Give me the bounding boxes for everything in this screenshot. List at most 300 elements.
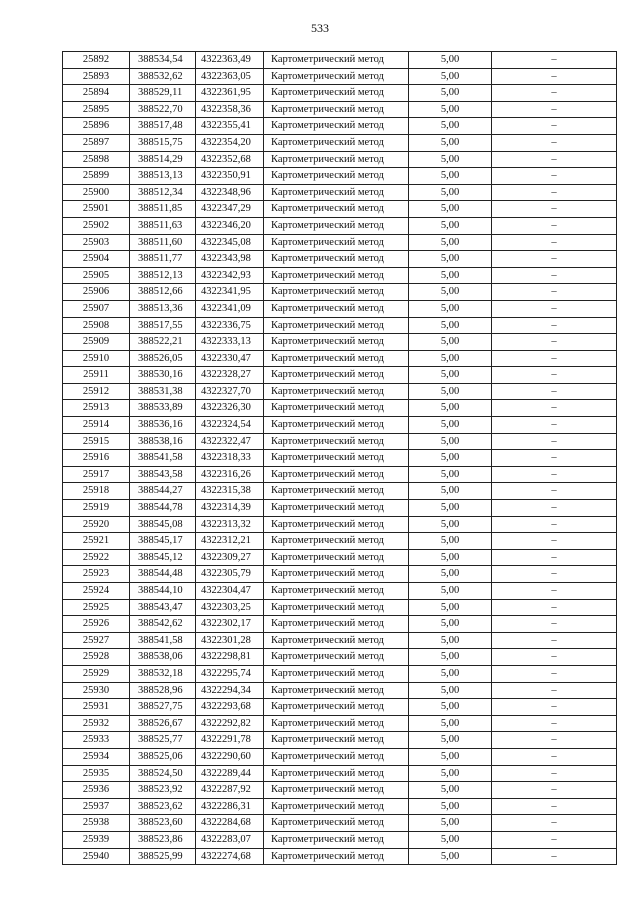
x-coordinate-cell: 388512,13 — [130, 267, 196, 284]
note-cell: – — [492, 217, 617, 234]
error-cell: 5,00 — [409, 848, 492, 865]
point-number-cell: 25901 — [63, 201, 130, 218]
method-cell: Картометрический метод — [264, 68, 409, 85]
note-cell: – — [492, 682, 617, 699]
x-coordinate-cell: 388526,67 — [130, 715, 196, 732]
point-number-cell: 25932 — [63, 715, 130, 732]
error-cell: 5,00 — [409, 616, 492, 633]
table-row — [63, 831, 617, 848]
error-cell: 5,00 — [409, 500, 492, 517]
y-coordinate-cell: 4322304,47 — [196, 583, 264, 600]
y-coordinate-cell: 4322346,20 — [196, 217, 264, 234]
table-row — [63, 168, 617, 185]
y-coordinate-cell: 4322309,27 — [196, 549, 264, 566]
note-cell: – — [492, 85, 617, 102]
note-cell: – — [492, 566, 617, 583]
error-cell: 5,00 — [409, 831, 492, 848]
point-number-cell: 25895 — [63, 101, 130, 118]
x-coordinate-cell: 388541,58 — [130, 632, 196, 649]
method-cell: Картометрический метод — [264, 500, 409, 517]
point-number-cell: 25926 — [63, 616, 130, 633]
note-cell: – — [492, 267, 617, 284]
error-cell: 5,00 — [409, 267, 492, 284]
x-coordinate-cell: 388538,06 — [130, 649, 196, 666]
x-coordinate-cell: 388531,38 — [130, 383, 196, 400]
error-cell: 5,00 — [409, 68, 492, 85]
error-cell: 5,00 — [409, 151, 492, 168]
method-cell: Картометрический метод — [264, 168, 409, 185]
method-cell: Картометрический метод — [264, 765, 409, 782]
y-coordinate-cell: 4322303,25 — [196, 599, 264, 616]
table-row — [63, 134, 617, 151]
table-row — [63, 533, 617, 550]
x-coordinate-cell: 388517,55 — [130, 317, 196, 334]
error-cell: 5,00 — [409, 134, 492, 151]
note-cell: – — [492, 732, 617, 749]
y-coordinate-cell: 4322290,60 — [196, 748, 264, 765]
table-row — [63, 118, 617, 135]
y-coordinate-cell: 4322343,98 — [196, 251, 264, 268]
y-coordinate-cell: 4322305,79 — [196, 566, 264, 583]
table-row — [63, 317, 617, 334]
x-coordinate-cell: 388522,70 — [130, 101, 196, 118]
y-coordinate-cell: 4322363,05 — [196, 68, 264, 85]
error-cell: 5,00 — [409, 433, 492, 450]
note-cell: – — [492, 500, 617, 517]
table-row — [63, 798, 617, 815]
method-cell: Картометрический метод — [264, 85, 409, 102]
y-coordinate-cell: 4322361,95 — [196, 85, 264, 102]
method-cell: Картометрический метод — [264, 450, 409, 467]
point-number-cell: 25897 — [63, 134, 130, 151]
x-coordinate-cell: 388525,77 — [130, 732, 196, 749]
error-cell: 5,00 — [409, 782, 492, 799]
y-coordinate-cell: 4322283,07 — [196, 831, 264, 848]
error-cell: 5,00 — [409, 466, 492, 483]
y-coordinate-cell: 4322322,47 — [196, 433, 264, 450]
y-coordinate-cell: 4322341,95 — [196, 284, 264, 301]
y-coordinate-cell: 4322312,21 — [196, 533, 264, 550]
y-coordinate-cell: 4322347,29 — [196, 201, 264, 218]
point-number-cell: 25896 — [63, 118, 130, 135]
note-cell: – — [492, 516, 617, 533]
table-row — [63, 184, 617, 201]
x-coordinate-cell: 388534,54 — [130, 52, 196, 69]
point-number-cell: 25940 — [63, 848, 130, 865]
note-cell: – — [492, 284, 617, 301]
table-row — [63, 367, 617, 384]
table-row — [63, 699, 617, 716]
error-cell: 5,00 — [409, 85, 492, 102]
note-cell: – — [492, 251, 617, 268]
error-cell: 5,00 — [409, 549, 492, 566]
error-cell: 5,00 — [409, 632, 492, 649]
error-cell: 5,00 — [409, 350, 492, 367]
table-row — [63, 300, 617, 317]
note-cell: – — [492, 715, 617, 732]
method-cell: Картометрический метод — [264, 267, 409, 284]
y-coordinate-cell: 4322274,68 — [196, 848, 264, 865]
method-cell: Картометрический метод — [264, 665, 409, 682]
table-row — [63, 566, 617, 583]
error-cell: 5,00 — [409, 317, 492, 334]
point-number-cell: 25903 — [63, 234, 130, 251]
point-number-cell: 25911 — [63, 367, 130, 384]
note-cell: – — [492, 748, 617, 765]
point-number-cell: 25905 — [63, 267, 130, 284]
y-coordinate-cell: 4322327,70 — [196, 383, 264, 400]
method-cell: Картометрический метод — [264, 848, 409, 865]
y-coordinate-cell: 4322287,92 — [196, 782, 264, 799]
note-cell: – — [492, 765, 617, 782]
error-cell: 5,00 — [409, 284, 492, 301]
note-cell: – — [492, 52, 617, 69]
table-row — [63, 383, 617, 400]
method-cell: Картометрический метод — [264, 383, 409, 400]
table-row — [63, 583, 617, 600]
table-row — [63, 616, 617, 633]
table-row — [63, 217, 617, 234]
note-cell: – — [492, 234, 617, 251]
point-number-cell: 25908 — [63, 317, 130, 334]
y-coordinate-cell: 4322293,68 — [196, 699, 264, 716]
point-number-cell: 25907 — [63, 300, 130, 317]
y-coordinate-cell: 4322292,82 — [196, 715, 264, 732]
method-cell: Картометрический метод — [264, 583, 409, 600]
point-number-cell: 25902 — [63, 217, 130, 234]
y-coordinate-cell: 4322298,81 — [196, 649, 264, 666]
note-cell: – — [492, 665, 617, 682]
note-cell: – — [492, 433, 617, 450]
table-row — [63, 815, 617, 832]
error-cell: 5,00 — [409, 168, 492, 185]
method-cell: Картометрический метод — [264, 251, 409, 268]
point-number-cell: 25925 — [63, 599, 130, 616]
table-row — [63, 267, 617, 284]
method-cell: Картометрический метод — [264, 151, 409, 168]
point-number-cell: 25919 — [63, 500, 130, 517]
table-row — [63, 848, 617, 865]
x-coordinate-cell: 388544,10 — [130, 583, 196, 600]
method-cell: Картометрический метод — [264, 533, 409, 550]
y-coordinate-cell: 4322313,32 — [196, 516, 264, 533]
x-coordinate-cell: 388530,16 — [130, 367, 196, 384]
method-cell: Картометрический метод — [264, 300, 409, 317]
note-cell: – — [492, 68, 617, 85]
note-cell: – — [492, 533, 617, 550]
point-number-cell: 25912 — [63, 383, 130, 400]
method-cell: Картометрический метод — [264, 632, 409, 649]
y-coordinate-cell: 4322333,13 — [196, 334, 264, 351]
error-cell: 5,00 — [409, 251, 492, 268]
x-coordinate-cell: 388517,48 — [130, 118, 196, 135]
method-cell: Картометрический метод — [264, 715, 409, 732]
point-number-cell: 25938 — [63, 815, 130, 832]
y-coordinate-cell: 4322355,41 — [196, 118, 264, 135]
point-number-cell: 25899 — [63, 168, 130, 185]
error-cell: 5,00 — [409, 732, 492, 749]
point-number-cell: 25914 — [63, 417, 130, 434]
x-coordinate-cell: 388544,48 — [130, 566, 196, 583]
x-coordinate-cell: 388513,13 — [130, 168, 196, 185]
method-cell: Картометрический метод — [264, 334, 409, 351]
point-number-cell: 25893 — [63, 68, 130, 85]
table-row — [63, 450, 617, 467]
y-coordinate-cell: 4322328,27 — [196, 367, 264, 384]
table-row — [63, 52, 617, 69]
point-number-cell: 25892 — [63, 52, 130, 69]
x-coordinate-cell: 388525,99 — [130, 848, 196, 865]
x-coordinate-cell: 388513,36 — [130, 300, 196, 317]
y-coordinate-cell: 4322336,75 — [196, 317, 264, 334]
x-coordinate-cell: 388523,86 — [130, 831, 196, 848]
note-cell: – — [492, 699, 617, 716]
x-coordinate-cell: 388545,08 — [130, 516, 196, 533]
table-row — [63, 251, 617, 268]
error-cell: 5,00 — [409, 300, 492, 317]
x-coordinate-cell: 388538,16 — [130, 433, 196, 450]
note-cell: – — [492, 101, 617, 118]
table-row — [63, 748, 617, 765]
table-row — [63, 500, 617, 517]
error-cell: 5,00 — [409, 682, 492, 699]
x-coordinate-cell: 388542,62 — [130, 616, 196, 633]
note-cell: – — [492, 134, 617, 151]
error-cell: 5,00 — [409, 765, 492, 782]
y-coordinate-cell: 4322352,68 — [196, 151, 264, 168]
error-cell: 5,00 — [409, 367, 492, 384]
method-cell: Картометрический метод — [264, 483, 409, 500]
y-coordinate-cell: 4322301,28 — [196, 632, 264, 649]
x-coordinate-cell: 388523,62 — [130, 798, 196, 815]
method-cell: Картометрический метод — [264, 118, 409, 135]
method-cell: Картометрический метод — [264, 815, 409, 832]
method-cell: Картометрический метод — [264, 566, 409, 583]
error-cell: 5,00 — [409, 649, 492, 666]
x-coordinate-cell: 388529,11 — [130, 85, 196, 102]
method-cell: Картометрический метод — [264, 682, 409, 699]
x-coordinate-cell: 388544,78 — [130, 500, 196, 517]
error-cell: 5,00 — [409, 583, 492, 600]
note-cell: – — [492, 798, 617, 815]
y-coordinate-cell: 4322291,78 — [196, 732, 264, 749]
y-coordinate-cell: 4322358,36 — [196, 101, 264, 118]
note-cell: – — [492, 118, 617, 135]
error-cell: 5,00 — [409, 815, 492, 832]
x-coordinate-cell: 388512,34 — [130, 184, 196, 201]
note-cell: – — [492, 599, 617, 616]
x-coordinate-cell: 388511,60 — [130, 234, 196, 251]
point-number-cell: 25927 — [63, 632, 130, 649]
error-cell: 5,00 — [409, 599, 492, 616]
y-coordinate-cell: 4322289,44 — [196, 765, 264, 782]
note-cell: – — [492, 466, 617, 483]
method-cell: Картометрический метод — [264, 748, 409, 765]
point-number-cell: 25916 — [63, 450, 130, 467]
error-cell: 5,00 — [409, 101, 492, 118]
table-row — [63, 334, 617, 351]
table-row — [63, 599, 617, 616]
method-cell: Картометрический метод — [264, 101, 409, 118]
error-cell: 5,00 — [409, 334, 492, 351]
error-cell: 5,00 — [409, 450, 492, 467]
x-coordinate-cell: 388527,75 — [130, 699, 196, 716]
error-cell: 5,00 — [409, 383, 492, 400]
table-row — [63, 549, 617, 566]
error-cell: 5,00 — [409, 566, 492, 583]
note-cell: – — [492, 649, 617, 666]
method-cell: Картометрический метод — [264, 201, 409, 218]
table-row — [63, 400, 617, 417]
method-cell: Картометрический метод — [264, 134, 409, 151]
y-coordinate-cell: 4322286,31 — [196, 798, 264, 815]
note-cell: – — [492, 831, 617, 848]
y-coordinate-cell: 4322316,26 — [196, 466, 264, 483]
error-cell: 5,00 — [409, 118, 492, 135]
table-row — [63, 483, 617, 500]
y-coordinate-cell: 4322350,91 — [196, 168, 264, 185]
note-cell: – — [492, 417, 617, 434]
x-coordinate-cell: 388532,18 — [130, 665, 196, 682]
x-coordinate-cell: 388533,89 — [130, 400, 196, 417]
page-number: 533 — [311, 21, 329, 35]
error-cell: 5,00 — [409, 201, 492, 218]
error-cell: 5,00 — [409, 483, 492, 500]
note-cell: – — [492, 400, 617, 417]
note-cell: – — [492, 334, 617, 351]
x-coordinate-cell: 388514,29 — [130, 151, 196, 168]
y-coordinate-cell: 4322354,20 — [196, 134, 264, 151]
point-number-cell: 25915 — [63, 433, 130, 450]
y-coordinate-cell: 4322363,49 — [196, 52, 264, 69]
x-coordinate-cell: 388525,06 — [130, 748, 196, 765]
error-cell: 5,00 — [409, 748, 492, 765]
note-cell: – — [492, 549, 617, 566]
point-number-cell: 25939 — [63, 831, 130, 848]
x-coordinate-cell: 388526,05 — [130, 350, 196, 367]
table-row — [63, 665, 617, 682]
point-number-cell: 25935 — [63, 765, 130, 782]
point-number-cell: 25923 — [63, 566, 130, 583]
method-cell: Картометрический метод — [264, 400, 409, 417]
point-number-cell: 25910 — [63, 350, 130, 367]
error-cell: 5,00 — [409, 665, 492, 682]
table-row — [63, 350, 617, 367]
table-row — [63, 284, 617, 301]
x-coordinate-cell: 388522,21 — [130, 334, 196, 351]
note-cell: – — [492, 632, 617, 649]
x-coordinate-cell: 388512,66 — [130, 284, 196, 301]
y-coordinate-cell: 4322330,47 — [196, 350, 264, 367]
point-number-cell: 25921 — [63, 533, 130, 550]
point-number-cell: 25917 — [63, 466, 130, 483]
table-row — [63, 732, 617, 749]
point-number-cell: 25920 — [63, 516, 130, 533]
point-number-cell: 25934 — [63, 748, 130, 765]
point-number-cell: 25918 — [63, 483, 130, 500]
table-row — [63, 715, 617, 732]
point-number-cell: 25933 — [63, 732, 130, 749]
point-number-cell: 25913 — [63, 400, 130, 417]
method-cell: Картометрический метод — [264, 782, 409, 799]
note-cell: – — [492, 350, 617, 367]
table-row — [63, 632, 617, 649]
table-row — [63, 649, 617, 666]
method-cell: Картометрический метод — [264, 317, 409, 334]
table-row — [63, 433, 617, 450]
point-number-cell: 25894 — [63, 85, 130, 102]
method-cell: Картометрический метод — [264, 52, 409, 69]
table-row — [63, 466, 617, 483]
x-coordinate-cell: 388543,47 — [130, 599, 196, 616]
method-cell: Картометрический метод — [264, 350, 409, 367]
method-cell: Картометрический метод — [264, 616, 409, 633]
point-number-cell: 25900 — [63, 184, 130, 201]
table-row — [63, 101, 617, 118]
x-coordinate-cell: 388532,62 — [130, 68, 196, 85]
note-cell: – — [492, 300, 617, 317]
error-cell: 5,00 — [409, 184, 492, 201]
method-cell: Картометрический метод — [264, 649, 409, 666]
point-number-cell: 25930 — [63, 682, 130, 699]
method-cell: Картометрический метод — [264, 599, 409, 616]
x-coordinate-cell: 388528,96 — [130, 682, 196, 699]
method-cell: Картометрический метод — [264, 798, 409, 815]
note-cell: – — [492, 782, 617, 799]
note-cell: – — [492, 483, 617, 500]
y-coordinate-cell: 4322342,93 — [196, 267, 264, 284]
error-cell: 5,00 — [409, 516, 492, 533]
note-cell: – — [492, 201, 617, 218]
note-cell: – — [492, 450, 617, 467]
x-coordinate-cell: 388515,75 — [130, 134, 196, 151]
note-cell: – — [492, 815, 617, 832]
point-number-cell: 25922 — [63, 549, 130, 566]
error-cell: 5,00 — [409, 52, 492, 69]
error-cell: 5,00 — [409, 699, 492, 716]
y-coordinate-cell: 4322348,96 — [196, 184, 264, 201]
table-row — [63, 417, 617, 434]
y-coordinate-cell: 4322315,38 — [196, 483, 264, 500]
method-cell: Картометрический метод — [264, 367, 409, 384]
method-cell: Картометрический метод — [264, 184, 409, 201]
note-cell: – — [492, 367, 617, 384]
error-cell: 5,00 — [409, 798, 492, 815]
note-cell: – — [492, 583, 617, 600]
x-coordinate-cell: 388545,17 — [130, 533, 196, 550]
y-coordinate-cell: 4322326,30 — [196, 400, 264, 417]
note-cell: – — [492, 168, 617, 185]
table-row — [63, 85, 617, 102]
x-coordinate-cell: 388523,92 — [130, 782, 196, 799]
coordinates-table — [62, 51, 617, 865]
x-coordinate-cell: 388524,50 — [130, 765, 196, 782]
method-cell: Картометрический метод — [264, 234, 409, 251]
point-number-cell: 25931 — [63, 699, 130, 716]
y-coordinate-cell: 4322284,68 — [196, 815, 264, 832]
error-cell: 5,00 — [409, 417, 492, 434]
point-number-cell: 25924 — [63, 583, 130, 600]
y-coordinate-cell: 4322295,74 — [196, 665, 264, 682]
note-cell: – — [492, 616, 617, 633]
x-coordinate-cell: 388536,16 — [130, 417, 196, 434]
method-cell: Картометрический метод — [264, 466, 409, 483]
error-cell: 5,00 — [409, 715, 492, 732]
y-coordinate-cell: 4322314,39 — [196, 500, 264, 517]
method-cell: Картометрический метод — [264, 699, 409, 716]
y-coordinate-cell: 4322341,09 — [196, 300, 264, 317]
y-coordinate-cell: 4322318,33 — [196, 450, 264, 467]
